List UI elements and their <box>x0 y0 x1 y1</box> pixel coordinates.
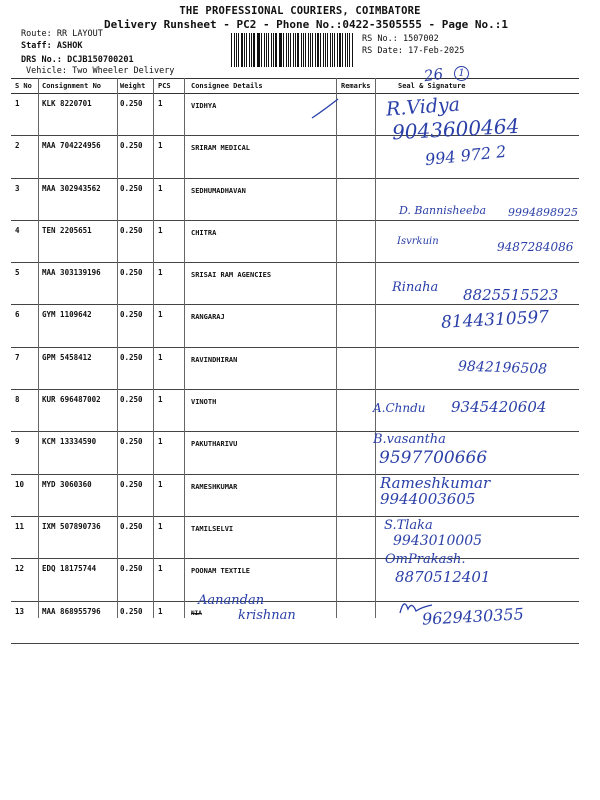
barcode-bar <box>303 33 304 67</box>
barcode-bar <box>301 33 302 67</box>
barcode-bar <box>320 33 321 67</box>
row-weight: 0.250 <box>120 141 143 151</box>
barcode-bar <box>241 33 243 67</box>
row-sno: 12 <box>15 564 25 574</box>
col-weight: Weight <box>120 82 146 90</box>
row-sno: 11 <box>15 521 25 531</box>
barcode-bar <box>312 33 313 67</box>
barcode-bar <box>249 33 250 67</box>
staff-value: ASHOK <box>56 41 83 51</box>
barcode-bar <box>308 33 309 67</box>
barcode-bar <box>273 33 274 67</box>
row-sno: 7 <box>15 352 20 362</box>
barcode-bar <box>347 33 348 67</box>
barcode-bar <box>268 33 269 67</box>
handwritten-signature: S.Tlaka <box>384 518 433 533</box>
row-pcs: 1 <box>158 141 163 151</box>
row-sno: 6 <box>15 310 20 320</box>
row-pcs: 1 <box>158 564 163 574</box>
row-pcs: 1 <box>158 268 163 278</box>
row-consignment: GYM 1109642 <box>42 310 92 320</box>
barcode-bar <box>246 33 247 67</box>
row-consignee: NIA <box>191 609 202 617</box>
runsheet-title: Delivery Runsheet - PC2 - Phone No.:0422-3505555 - Page No.:1 <box>104 18 508 31</box>
row-pcs: 1 <box>158 310 163 320</box>
row-weight: 0.250 <box>120 606 143 616</box>
barcode-bar <box>280 33 282 67</box>
barcode-bar <box>244 33 245 67</box>
row-consignee: RAVINDHIRAN <box>191 355 238 364</box>
route-line <box>21 29 103 39</box>
handwritten-signature: Rinaha <box>392 280 439 295</box>
barcode-bar <box>345 33 346 67</box>
table-row <box>11 221 579 263</box>
col-divider <box>153 78 154 618</box>
barcode-bar <box>310 33 311 67</box>
barcode-bar <box>279 33 280 67</box>
row-consignment: TEN 2205651 <box>42 225 92 235</box>
barcode-bar <box>261 33 262 67</box>
barcode <box>231 33 354 67</box>
staff-label: Staff: <box>21 41 52 51</box>
table-row <box>11 475 579 517</box>
row-sno: 5 <box>15 268 20 278</box>
handwritten-signature: Rameshkumar <box>380 474 491 492</box>
rs-date-line <box>362 46 464 56</box>
staff-line <box>21 41 82 51</box>
col-sno: S No <box>15 82 32 90</box>
handwritten-signature: Isvrkuin <box>397 236 439 247</box>
barcode-bar <box>253 33 254 67</box>
barcode-bar <box>290 33 291 67</box>
col-divider <box>184 78 185 618</box>
handwritten-signature: B.vasantha <box>373 432 446 447</box>
barcode-bar <box>236 33 237 67</box>
col-remarks: Remarks <box>341 82 371 90</box>
row-consignee: RANGARAJ <box>191 313 225 322</box>
row-consignee: VIDHYA <box>191 102 217 110</box>
row-consignee: POONAM TEXTILE <box>191 567 251 576</box>
barcode-bar <box>275 33 276 67</box>
barcode-bar <box>342 33 343 67</box>
rs-no-value: 1507002 <box>402 34 439 44</box>
barcode-bar <box>352 33 353 67</box>
handwritten-phone: 9629430355 <box>421 604 525 629</box>
handwritten-phone: 9943010005 <box>393 533 483 549</box>
barcode-bar <box>317 33 319 67</box>
row-consignment: IXM 507890736 <box>42 521 101 531</box>
row-sno: 3 <box>15 183 20 193</box>
row-consignment: KLK 8220701 <box>42 99 92 108</box>
barcode-bar <box>327 33 328 67</box>
rs-no-label: RS No.: <box>362 34 398 44</box>
row-consignee: PAKUTHARIVU <box>191 440 238 449</box>
handwritten-phone: 8825515523 <box>463 286 559 304</box>
barcode-bar <box>332 33 333 67</box>
handwritten-consignee: krishnan <box>238 608 296 623</box>
row-weight: 0.250 <box>120 437 143 447</box>
row-consignee: VINOTH <box>191 398 217 407</box>
row-weight: 0.250 <box>120 225 143 235</box>
row-consignment: MAA 704224956 <box>42 141 101 151</box>
handwritten-phone: 9944003605 <box>380 490 476 508</box>
handwritten-phone: 9994898925 <box>508 206 578 219</box>
handwritten-mark: 26 <box>422 64 445 86</box>
row-sno: 2 <box>15 141 20 151</box>
rs-date-value: 17-Feb-2025 <box>408 46 465 56</box>
barcode-bar <box>293 33 294 67</box>
barcode-bar <box>266 33 267 67</box>
barcode-bar <box>264 33 265 67</box>
barcode-bar <box>305 33 306 67</box>
row-weight: 0.250 <box>120 352 143 362</box>
row-pcs: 1 <box>158 395 163 405</box>
handwritten-signature: R.Vidya <box>385 93 461 121</box>
barcode-bar <box>315 33 316 67</box>
row-consignee: RAMESHKUMAR <box>191 482 238 491</box>
barcode-bar <box>257 33 258 67</box>
barcode-bar <box>238 33 239 67</box>
col-divider <box>375 78 376 618</box>
handwritten-phone: 9043600464 <box>391 113 520 145</box>
row-pcs: 1 <box>158 225 163 235</box>
row-weight: 0.250 <box>120 99 143 108</box>
table-row <box>11 432 579 474</box>
col-divider <box>336 78 337 618</box>
row-consignment: MAA 302943562 <box>42 183 101 193</box>
row-consignment: GPM 5458412 <box>42 352 92 362</box>
rs-date-label: RS Date: <box>362 46 403 56</box>
barcode-bar <box>295 33 296 67</box>
row-consignment: EDQ 18175744 <box>42 564 97 574</box>
row-pcs: 1 <box>158 521 163 531</box>
handwritten-phone: 9345420604 <box>451 398 547 416</box>
barcode-bar <box>297 33 299 67</box>
table-header <box>11 79 579 94</box>
row-pcs: 1 <box>158 479 163 489</box>
route-value: RR LAYOUT <box>56 29 103 39</box>
col-consignee: Consignee Details <box>191 82 263 90</box>
row-sno: 8 <box>15 395 20 405</box>
barcode-bar <box>234 33 235 67</box>
row-consignee: CHITRA <box>191 228 217 237</box>
row-sno: 9 <box>15 437 20 447</box>
table-row <box>11 517 579 559</box>
row-weight: 0.250 <box>120 564 143 574</box>
col-divider <box>38 78 39 618</box>
handwritten-circle-mark: 1 <box>454 66 469 81</box>
row-consignee: SRISAI RAM AGENCIES <box>191 271 272 280</box>
row-pcs: 1 <box>158 99 163 108</box>
handwritten-phone: 9597700666 <box>379 448 488 468</box>
table-row <box>11 179 579 221</box>
barcode-bar <box>271 33 272 67</box>
barcode-bar <box>337 33 338 67</box>
row-sno: 4 <box>15 225 20 235</box>
barcode-bar <box>258 33 260 67</box>
handwritten-signature: OmPrakash. <box>385 552 466 567</box>
drs-value: DCJB150700201 <box>67 55 134 65</box>
barcode-bar <box>283 33 284 67</box>
barcode-bar <box>286 33 287 67</box>
row-weight: 0.250 <box>120 310 143 320</box>
barcode-bar <box>349 33 350 67</box>
row-pcs: 1 <box>158 606 163 616</box>
barcode-bar <box>323 33 324 67</box>
col-pcs: PCS <box>158 82 171 90</box>
handwritten-phone: 994 972 2 <box>424 141 508 170</box>
company-name: THE PROFESSIONAL COURIERS, COIMBATORE <box>179 5 421 17</box>
vehicle-value: Two Wheeler Delivery <box>72 66 175 76</box>
col-seal: Seal & Signature <box>398 82 466 90</box>
row-consignment: MYD 3060360 <box>42 479 92 489</box>
barcode-bar <box>288 33 289 67</box>
handwritten-signature: D. Bannisheeba <box>399 204 487 217</box>
row-weight: 0.250 <box>120 183 143 193</box>
barcode-bar <box>339 33 341 67</box>
barcode-bar <box>334 33 335 67</box>
row-pcs: 1 <box>158 437 163 447</box>
row-sno: 1 <box>15 99 20 108</box>
handwritten-phone: 9487284086 <box>497 240 574 254</box>
handwritten-consignee: Aanandan <box>198 593 265 608</box>
row-consignee: SEDHUMADHAVAN <box>191 186 246 195</box>
row-weight: 0.250 <box>120 521 143 531</box>
vehicle-line <box>26 66 174 76</box>
rs-no-line <box>362 34 439 44</box>
row-consignment: KCM 13334590 <box>42 437 97 447</box>
row-consignment: MAA 868955796 <box>42 606 101 616</box>
handwritten-phone: 8144310597 <box>440 307 550 333</box>
handwritten-phone: 8870512401 <box>395 568 491 586</box>
row-sno: 10 <box>15 479 25 489</box>
handwritten-phone: 9842196508 <box>457 358 548 378</box>
barcode-bar <box>231 33 232 67</box>
barcode-bar <box>251 33 252 67</box>
handwritten-tick <box>310 96 340 122</box>
row-pcs: 1 <box>158 183 163 193</box>
row-consignee: SRIRAM MEDICAL <box>191 144 251 153</box>
row-weight: 0.250 <box>120 268 143 278</box>
row-pcs: 1 <box>158 352 163 362</box>
row-consignment: MAA 303139196 <box>42 268 101 278</box>
drs-line <box>21 55 134 65</box>
table-row <box>11 559 579 601</box>
handwritten-signature: A.Chndu <box>373 401 426 415</box>
row-consignee: TAMILSELVI <box>191 524 234 533</box>
barcode-bar <box>330 33 331 67</box>
col-divider <box>117 78 118 618</box>
row-weight: 0.250 <box>120 479 143 489</box>
vehicle-label: Vehicle: <box>26 66 67 76</box>
barcode-bar <box>325 33 326 67</box>
col-consignment: Consignment No <box>42 82 102 90</box>
row-weight: 0.250 <box>120 395 143 405</box>
drs-label: DRS No.: <box>21 55 62 65</box>
route-label: Route: <box>21 29 52 39</box>
row-sno: 13 <box>15 606 25 616</box>
row-consignment: KUR 696487002 <box>42 395 101 405</box>
